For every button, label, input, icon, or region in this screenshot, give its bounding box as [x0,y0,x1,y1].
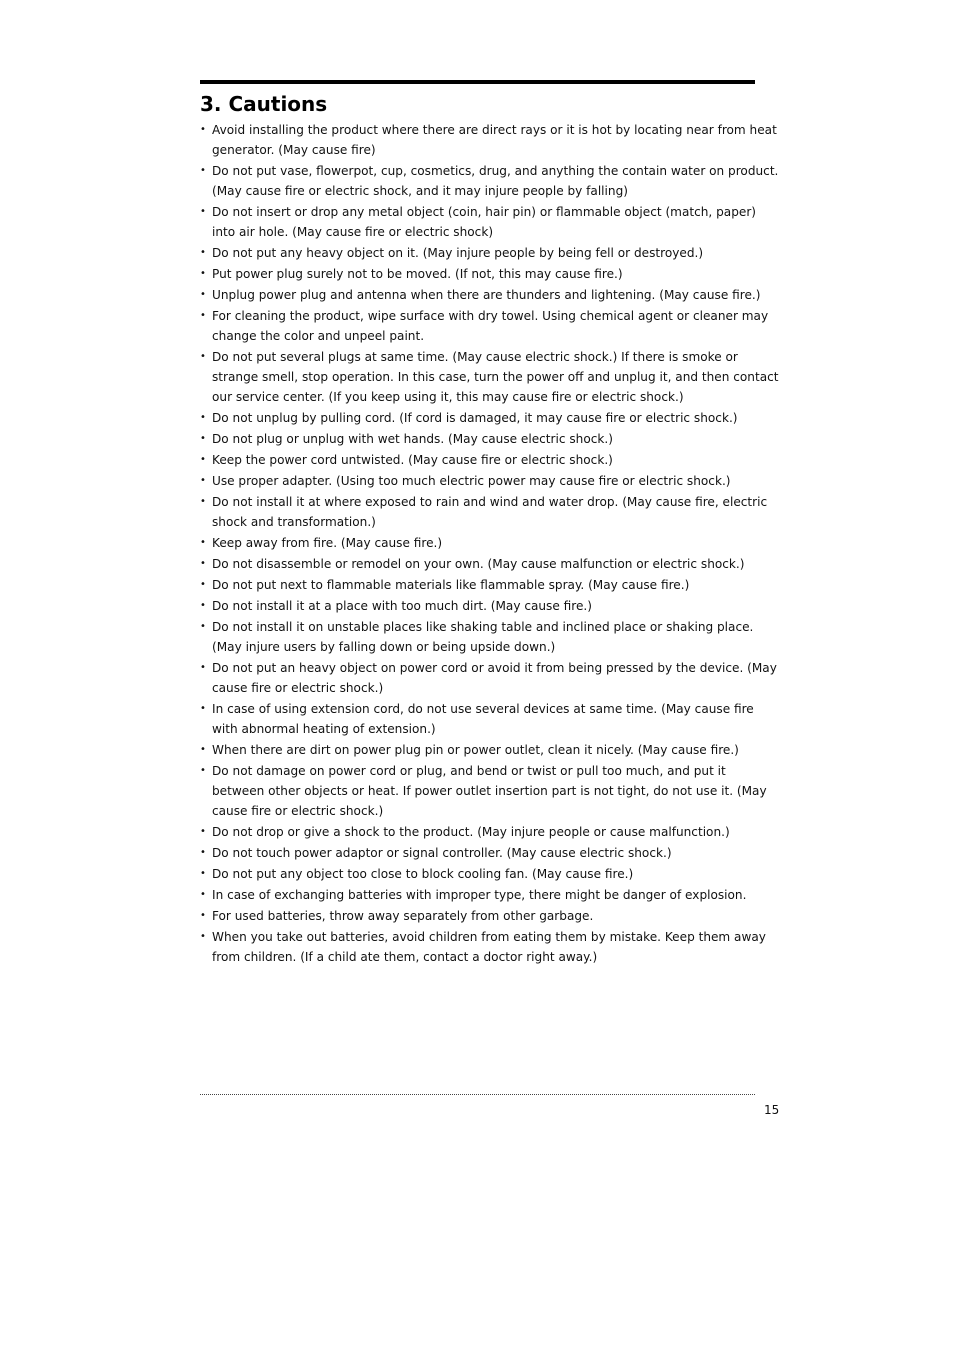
bullet-icon: • [200,703,206,714]
caution-item [200,554,780,574]
caution-text: When you take out batteries, avoid children from eating them by mistake. Keep them away from children. (If a child ate them, contact a doctor right away.) [212,930,766,964]
bullet-icon: • [200,454,206,465]
caution-text: For cleaning the product, wipe surface with dry towel. Using chemical agent or cleaner may change the color and unpeel paint. [212,309,769,343]
caution-text: Do not touch power adaptor or signal controller. (May cause electric shock.) [212,846,672,860]
caution-text: Do not put next to flammable materials like flammable spray. (May cause fire.) [212,578,690,592]
caution-item [200,596,780,616]
caution-item [200,450,780,470]
caution-text: Do not install it at a place with too much dirt. (May cause fire.) [212,599,592,613]
bullet-icon: • [200,662,206,673]
caution-item [200,264,780,284]
caution-item [200,575,780,595]
caution-item [200,429,780,449]
caution-item [200,927,780,967]
bullet-icon: • [200,744,206,755]
caution-text: Do not put an heavy object on power cord or avoid it from being pressed by the device. (May cause fire or electric shock.) [212,661,777,695]
bullet-icon: • [200,412,206,423]
caution-item [200,471,780,491]
caution-item [200,740,780,760]
bullet-icon: • [200,826,206,837]
bullet-icon: • [200,847,206,858]
bullet-icon: • [200,558,206,569]
caution-text: Keep away from fire. (May cause fire.) [212,536,443,550]
caution-text: Unplug power plug and antenna when there are thunders and lightening. (May cause fire.) [212,288,761,302]
caution-text: In case of exchanging batteries with improper type, there might be danger of explosion. [212,888,747,902]
caution-item [200,906,780,926]
bullet-icon: • [200,868,206,879]
caution-item [200,492,780,532]
bullet-icon: • [200,475,206,486]
caution-text: Do not put vase, flowerpot, cup, cosmetics, drug, and anything the contain water on product. (May cause fire or electric shock, and it may injure people by falling) [212,164,779,198]
caution-text: In case of using extension cord, do not use several devices at same time. (May cause fire with abnormal heating of extension.) [212,702,754,736]
bullet-icon: • [200,124,206,135]
bullet-icon: • [200,579,206,590]
bullet-icon: • [200,621,206,632]
caution-text: Do not damage on power cord or plug, and bend or twist or pull too much, and put it between other objects or heat. If power outlet insertion part is not tight, do not use it. (May cause fire or electric shock.) [212,764,767,818]
caution-item [200,699,780,739]
bullet-icon: • [200,247,206,258]
caution-text: Do not install it on unstable places like shaking table and inclined place or shaking place. (May injure users by falling down or being upside down.) [212,620,754,654]
bullet-icon: • [200,765,206,776]
caution-item [200,202,780,242]
caution-text: Do not put several plugs at same time. (May cause electric shock.) If there is smoke or strange smell, stop operation. In this case, turn the power off and unplug it, and then contact our service center. (If you keep using it, this may cause fire or electric shock.) [212,350,779,404]
caution-text: Keep the power cord untwisted. (May cause fire or electric shock.) [212,453,613,467]
caution-text: Do not drop or give a shock to the product. (May injure people or cause malfunction.) [212,825,730,839]
caution-text: For used batteries, throw away separately from other garbage. [212,909,594,923]
caution-item [200,885,780,905]
caution-text: Use proper adapter. (Using too much electric power may cause fire or electric shock.) [212,474,731,488]
section-top-rule [200,80,755,84]
caution-text: Do not unplug by pulling cord. (If cord is damaged, it may cause fire or electric shock.) [212,411,738,425]
bullet-icon: • [200,433,206,444]
caution-item [200,843,780,863]
page-number: 15 [764,1103,780,1117]
caution-text: Do not insert or drop any metal object (coin, hair pin) or flammable object (match, paper) into air hole. (May cause fire or electric shock) [212,205,757,239]
bullet-icon: • [200,931,206,942]
bullet-icon: • [200,889,206,900]
caution-item [200,617,780,657]
caution-item [200,161,780,201]
caution-item [200,243,780,263]
bullet-icon: • [200,289,206,300]
bullet-icon: • [200,600,206,611]
caution-item [200,408,780,428]
caution-text: Do not disassemble or remodel on your own. (May cause malfunction or electric shock.) [212,557,745,571]
caution-item [200,761,780,821]
caution-item [200,658,780,698]
caution-text: Do not put any object too close to block cooling fan. (May cause fire.) [212,867,634,881]
caution-item [200,120,780,160]
footer-dotted-rule [200,1094,755,1095]
bullet-icon: • [200,268,206,279]
caution-item [200,533,780,553]
caution-item [200,864,780,884]
caution-text: Do not plug or unplug with wet hands. (May cause electric shock.) [212,432,613,446]
caution-item [200,285,780,305]
caution-item [200,822,780,842]
caution-text: When there are dirt on power plug pin or power outlet, clean it nicely. (May cause fire.) [212,743,739,757]
caution-text: Do not install it at where exposed to rain and wind and water drop. (May cause fire, electric shock and transformation.) [212,495,768,529]
cautions-list [200,120,780,968]
caution-item [200,347,780,407]
bullet-icon: • [200,310,206,321]
bullet-icon: • [200,206,206,217]
bullet-icon: • [200,537,206,548]
bullet-icon: • [200,165,206,176]
caution-item [200,306,780,346]
caution-text: Do not put any heavy object on it. (May injure people by being fell or destroyed.) [212,246,704,260]
caution-text: Put power plug surely not to be moved. (If not, this may cause fire.) [212,267,623,281]
bullet-icon: • [200,910,206,921]
bullet-icon: • [200,496,206,507]
bullet-icon: • [200,351,206,362]
section-title: 3. Cautions [200,92,328,116]
caution-text: Avoid installing the product where there are direct rays or it is hot by locating near from heat generator. (May cause fire) [212,123,777,157]
